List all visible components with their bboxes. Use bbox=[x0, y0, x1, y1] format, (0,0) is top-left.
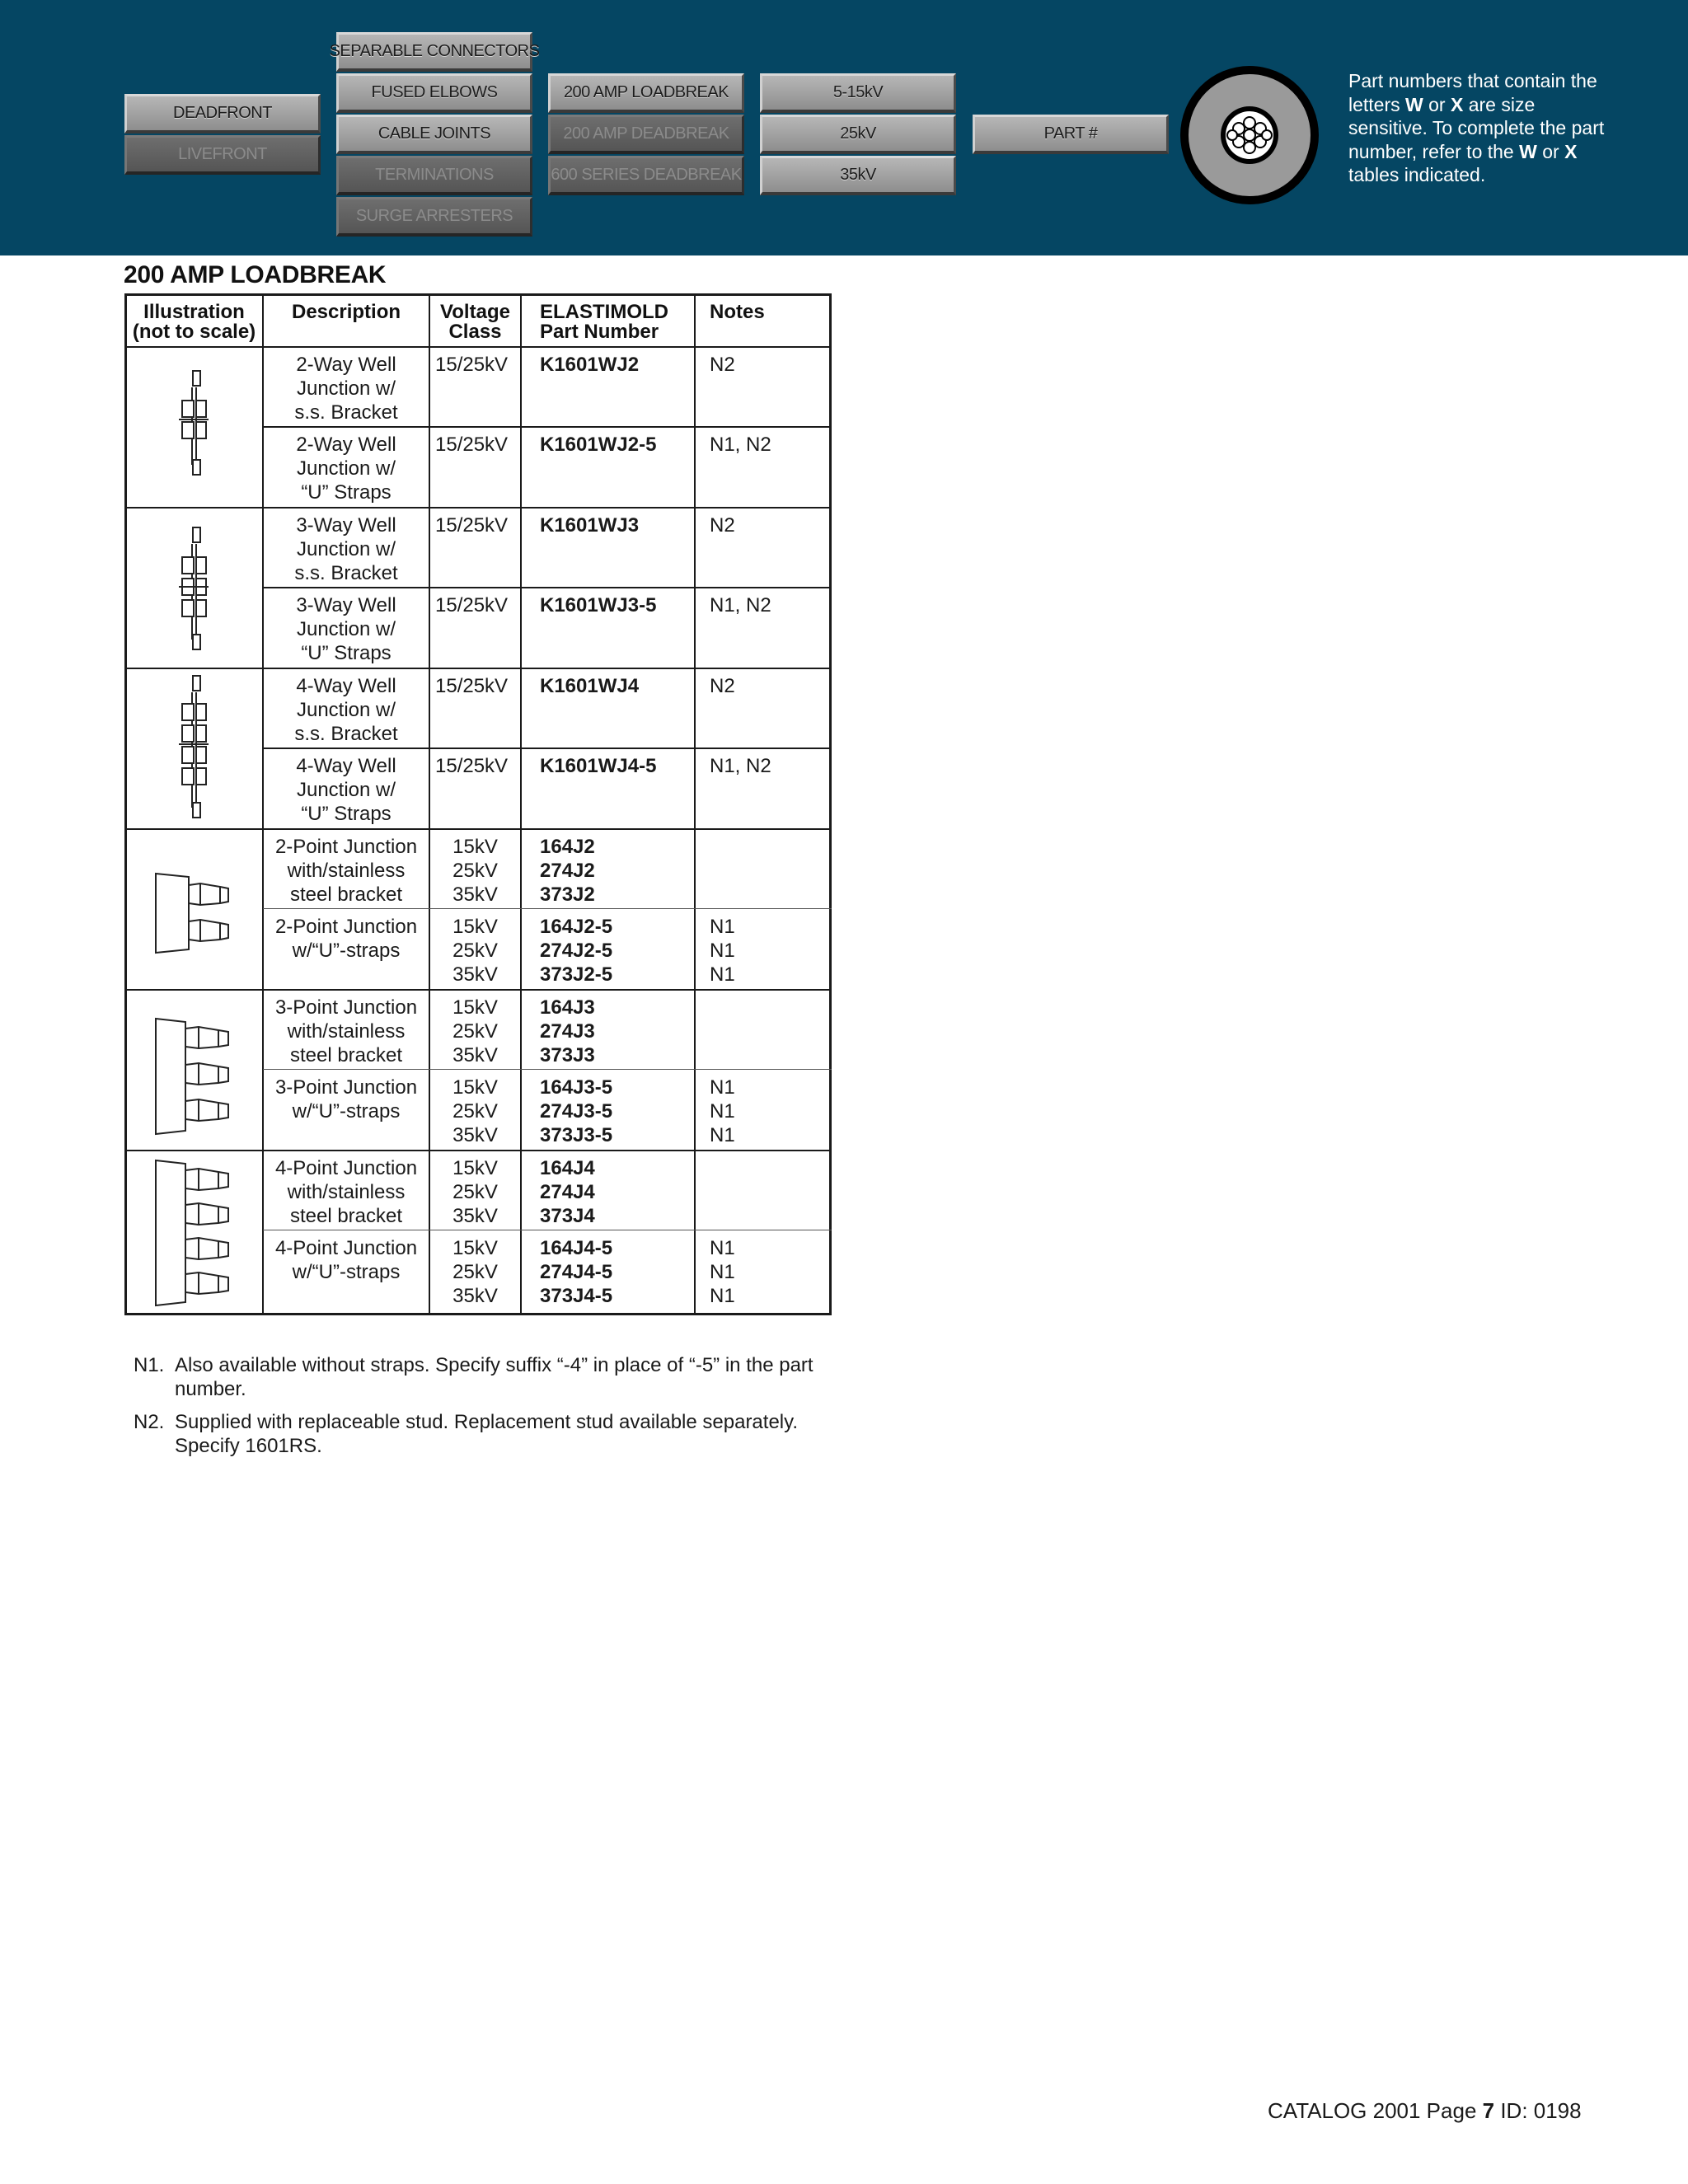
footer-catalog: CATALOG 2001 Page bbox=[1268, 2098, 1483, 2123]
row-description: 3-Point Junction with/stainless steel bracket bbox=[274, 996, 418, 1066]
row-part-number[interactable]: 164J3-5 274J3-5 373J3-5 bbox=[540, 1076, 613, 1146]
header-voltage: Voltage bbox=[440, 301, 510, 323]
row-description: 2-Point Junction with/stainless steel bracket bbox=[274, 836, 418, 906]
footnote-label: N1. bbox=[134, 1354, 165, 1376]
row-part-number[interactable]: K1601WJ2 bbox=[540, 354, 640, 376]
row-part-number[interactable]: 164J4-5 274J4-5 373J4-5 bbox=[540, 1237, 613, 1307]
nav-button-fused-elbows[interactable]: FUSED ELBOWS bbox=[336, 73, 532, 113]
three-way-well-junction-illustration bbox=[174, 524, 215, 656]
four-point-junction-illustration bbox=[149, 1157, 240, 1310]
row-part-number[interactable]: 164J2-5 274J2-5 373J2-5 bbox=[540, 916, 613, 986]
row-description: 2-Way Well Junction w/ s.s. Bracket bbox=[294, 354, 398, 424]
row-description: 2-Way Well Junction w/ “U” Straps bbox=[296, 434, 396, 504]
row-description: 3-Way Well Junction w/ “U” Straps bbox=[296, 594, 396, 664]
row-voltage: 15/25kV bbox=[435, 675, 509, 697]
note-letter-w: W bbox=[1519, 140, 1537, 162]
nav-button-25kv[interactable]: 25kV bbox=[760, 115, 956, 154]
nav-button-surge-arresters[interactable]: SURGE ARRESTERS bbox=[336, 197, 532, 237]
note-text: or bbox=[1536, 140, 1565, 162]
header-divider bbox=[124, 346, 832, 348]
column-divider bbox=[520, 293, 522, 1315]
note-letter-w: W bbox=[1405, 93, 1423, 115]
note-text: tables indicated. bbox=[1348, 164, 1486, 185]
nav-button-200-amp-deadbreak[interactable]: 200 AMP DEADBREAK bbox=[548, 115, 744, 154]
header-illustration-sub: (not to scale) bbox=[132, 321, 256, 343]
row-description: 3-Point Junction w/“U”-straps bbox=[274, 1076, 418, 1122]
group-divider bbox=[124, 1150, 832, 1151]
row-voltage: 15/25kV bbox=[435, 514, 509, 537]
header-voltage-class: Class bbox=[448, 321, 502, 343]
footnote-text: Also available without straps. Specify suffix “-4” in place of “-5” in the part number. bbox=[175, 1354, 814, 1400]
row-voltage: 15kV 25kV 35kV bbox=[452, 996, 498, 1066]
group-divider bbox=[124, 668, 832, 669]
row-voltage: 15/25kV bbox=[435, 354, 509, 376]
nav-button-livefront[interactable]: LIVEFRONT bbox=[124, 135, 321, 175]
footnote-n1 bbox=[134, 1353, 842, 1403]
row-description: 4-Way Well Junction w/ “U” Straps bbox=[296, 755, 396, 825]
header-elastimold: ELASTIMOLD bbox=[540, 301, 668, 323]
row-voltage: 15kV 25kV 35kV bbox=[452, 1237, 498, 1307]
row-part-number[interactable]: K1601WJ2-5 bbox=[540, 434, 657, 456]
row-divider bbox=[263, 587, 832, 588]
row-notes: N2 bbox=[710, 354, 735, 376]
row-notes: N2 bbox=[710, 514, 735, 537]
row-voltage: 15kV 25kV 35kV bbox=[452, 1076, 498, 1146]
page-footer bbox=[1268, 2098, 1582, 2124]
row-voltage: 15/25kV bbox=[435, 755, 509, 777]
row-notes: N1 N1 N1 bbox=[710, 1076, 735, 1146]
row-notes: N1 N1 N1 bbox=[710, 1237, 735, 1307]
row-description: 4-Point Junction with/stainless steel bracket bbox=[274, 1157, 418, 1227]
footnote-n2 bbox=[134, 1410, 842, 1460]
note-text: or bbox=[1423, 93, 1451, 115]
row-voltage: 15kV 25kV 35kV bbox=[452, 916, 498, 986]
four-way-well-junction-illustration bbox=[174, 671, 215, 827]
row-notes: N1, N2 bbox=[710, 755, 771, 777]
row-part-number[interactable]: 164J2 274J2 373J2 bbox=[540, 836, 595, 906]
row-voltage: 15/25kV bbox=[435, 594, 509, 616]
row-description: 3-Way Well Junction w/ s.s. Bracket bbox=[294, 514, 398, 584]
row-part-number[interactable]: K1601WJ3-5 bbox=[540, 594, 657, 616]
row-part-number[interactable]: K1601WJ3 bbox=[540, 514, 640, 537]
header-description: Description bbox=[291, 301, 401, 323]
header-notes: Notes bbox=[710, 301, 765, 323]
footer-id: ID: 0198 bbox=[1494, 2098, 1582, 2123]
size-sensitive-note bbox=[1348, 69, 1612, 187]
parts-table bbox=[124, 293, 832, 1315]
two-way-well-junction-illustration bbox=[174, 368, 215, 483]
footer-page-number: 7 bbox=[1482, 2098, 1495, 2123]
note-text: Part numbers that contain the letters bbox=[1348, 70, 1597, 115]
group-divider bbox=[124, 507, 832, 509]
row-divider bbox=[263, 748, 832, 749]
three-point-junction-illustration bbox=[149, 1015, 240, 1139]
row-description: 4-Point Junction w/“U”-straps bbox=[274, 1237, 418, 1283]
row-voltage: 15kV 25kV 35kV bbox=[452, 1157, 498, 1227]
row-description: 4-Way Well Junction w/ s.s. Bracket bbox=[294, 675, 398, 745]
nav-button-5-15kv[interactable]: 5-15kV bbox=[760, 73, 956, 113]
nav-button-separable-connectors[interactable]: SEPARABLE CONNECTORS bbox=[336, 32, 532, 72]
row-notes: N2 bbox=[710, 675, 735, 697]
group-divider bbox=[124, 828, 832, 830]
nav-button-deadfront[interactable]: DEADFRONT bbox=[124, 94, 321, 134]
cable-cross-section-icon[interactable] bbox=[1179, 64, 1320, 206]
nav-button-terminations[interactable]: TERMINATIONS bbox=[336, 156, 532, 195]
row-divider bbox=[263, 1069, 832, 1070]
note-text: are size sensitive. To complete the part number, refer to the bbox=[1348, 93, 1605, 162]
row-part-number[interactable]: 164J4 274J4 373J4 bbox=[540, 1157, 595, 1227]
part-number-button[interactable]: PART # bbox=[973, 115, 1169, 154]
header-band bbox=[0, 0, 1688, 255]
row-description: 2-Point Junction w/“U”-straps bbox=[274, 916, 418, 962]
header-part-number: Part Number bbox=[540, 321, 659, 343]
section-title: 200 AMP LOADBREAK bbox=[124, 261, 387, 288]
header-illustration: Illustration bbox=[143, 301, 245, 323]
nav-button-35kv[interactable]: 35kV bbox=[760, 156, 956, 195]
row-voltage: 15/25kV bbox=[435, 434, 509, 456]
row-part-number[interactable]: K1601WJ4-5 bbox=[540, 755, 657, 777]
footnote-text: Supplied with replaceable stud. Replacement stud available separately. Specify 1601RS. bbox=[175, 1411, 799, 1457]
row-notes: N1 N1 N1 bbox=[710, 916, 735, 986]
nav-button-200-amp-loadbreak[interactable]: 200 AMP LOADBREAK bbox=[548, 73, 744, 113]
row-notes: N1, N2 bbox=[710, 594, 771, 616]
note-letter-x: X bbox=[1564, 140, 1578, 162]
two-point-junction-illustration bbox=[149, 870, 240, 961]
group-divider bbox=[124, 989, 832, 991]
row-divider bbox=[263, 908, 832, 909]
column-divider bbox=[694, 293, 696, 1315]
row-divider bbox=[263, 426, 832, 428]
footnote-label: N2. bbox=[134, 1411, 165, 1433]
nav-button-cable-joints[interactable]: CABLE JOINTS bbox=[336, 115, 532, 154]
note-letter-x: X bbox=[1450, 93, 1464, 115]
nav-button-600-series-deadbreak[interactable]: 600 SERIES DEADBREAK bbox=[548, 156, 744, 195]
row-part-number[interactable]: 164J3 274J3 373J3 bbox=[540, 996, 595, 1066]
row-notes: N1, N2 bbox=[710, 434, 771, 456]
row-voltage: 15kV 25kV 35kV bbox=[452, 836, 498, 906]
row-part-number[interactable]: K1601WJ4 bbox=[540, 675, 640, 697]
